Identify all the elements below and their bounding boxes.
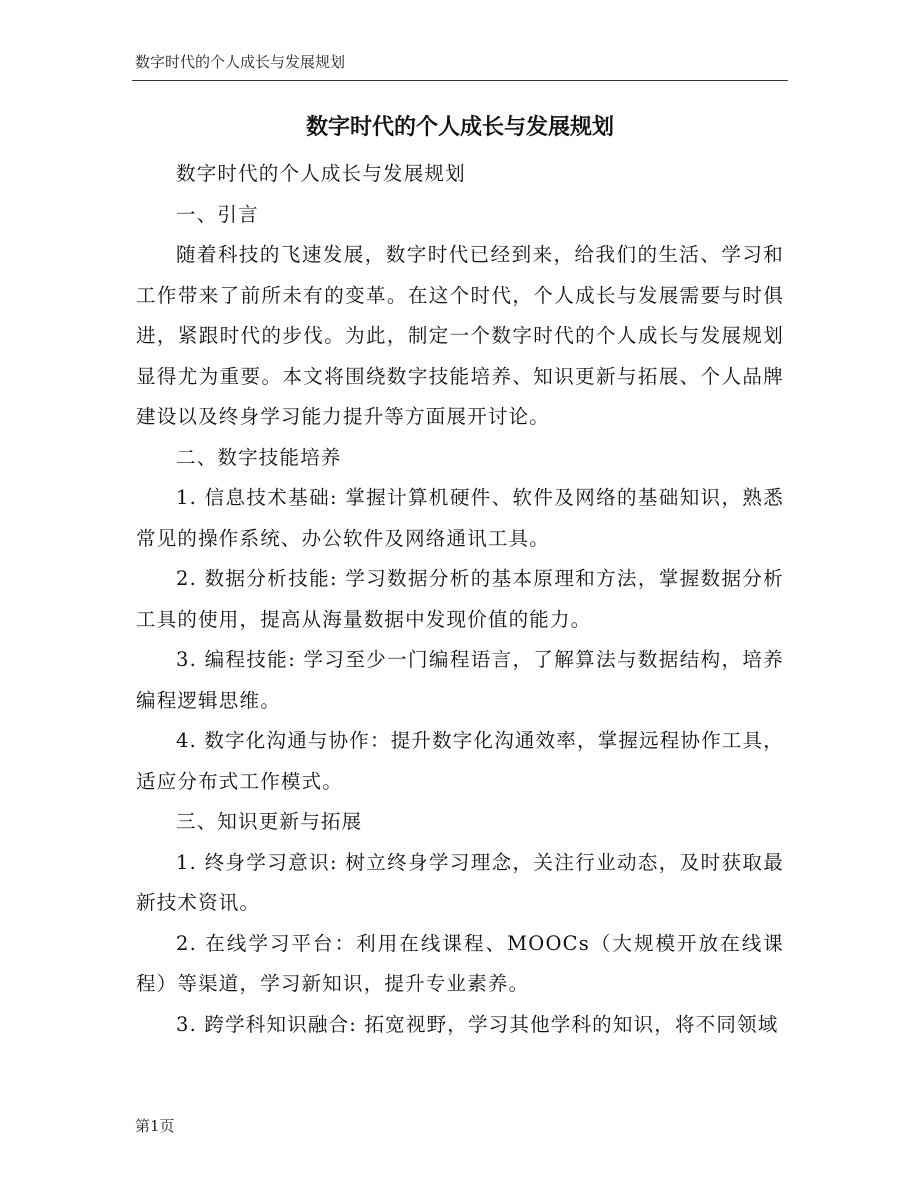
document-body <box>136 154 784 1045</box>
list-item: 4. 数字化沟通与协作：提升数字化沟通效率，掌握远程协作工具，适应分布式工作模式。 <box>136 729 785 793</box>
list-item: 1. 信息技术基础: 掌握计算机硬件、软件及网络的基础知识，熟悉常见的操作系统、办公软件及网络通讯工具。 <box>136 486 784 550</box>
section-heading-knowledge-update: 三、知识更新与拓展 <box>176 810 363 833</box>
running-header: 数字时代的个人成长与发展规划 <box>135 53 346 71</box>
list-item: 2. 数据分析技能: 学习数据分析的基本原理和方法，掌握数据分析工具的使用，提高从海量数据中发现价值的能力。 <box>136 567 784 631</box>
list-item: 3. 跨学科知识融合: 拓宽视野，学习其他学科的知识，将不同领域 <box>176 1012 779 1036</box>
header-divider <box>132 80 788 81</box>
page-number: 第1页 <box>135 1117 175 1135</box>
list-item: 3. 编程技能: 学习至少一门编程语言，了解算法与数据结构，培养编程逻辑思维。 <box>136 648 784 712</box>
subtitle-paragraph: 数字时代的个人成长与发展规划 <box>176 162 466 185</box>
section-heading-digital-skills: 二、数字技能培养 <box>176 445 342 469</box>
section-heading-introduction: 一、引言 <box>176 202 259 226</box>
document-title: 数字时代的个人成长与发展规划 <box>305 115 614 140</box>
list-item: 1. 终身学习意识: 树立终身学习理念，关注行业动态，及时获取最新技术资讯。 <box>136 850 784 914</box>
list-item: 2. 在线学习平台：利用在线课程、MOOCs（大规模开放在线课程）等渠道，学习新知识，提升专业素养。 <box>136 931 784 995</box>
introduction-paragraph: 随着科技的飞速发展，数字时代已经到来，给我们的生活、学习和工作带来了前所未有的变革。在这个时代，个人成长与发展需要与时俱进，紧跟时代的步伐。为此，制定一个数字时代的个人成长与发展规划显得尤为重要。本文将围绕数字技能培养、知识更新与拓展、个人品牌建设以及终身学习能力提升等方面展开讨论。 <box>136 243 784 428</box>
